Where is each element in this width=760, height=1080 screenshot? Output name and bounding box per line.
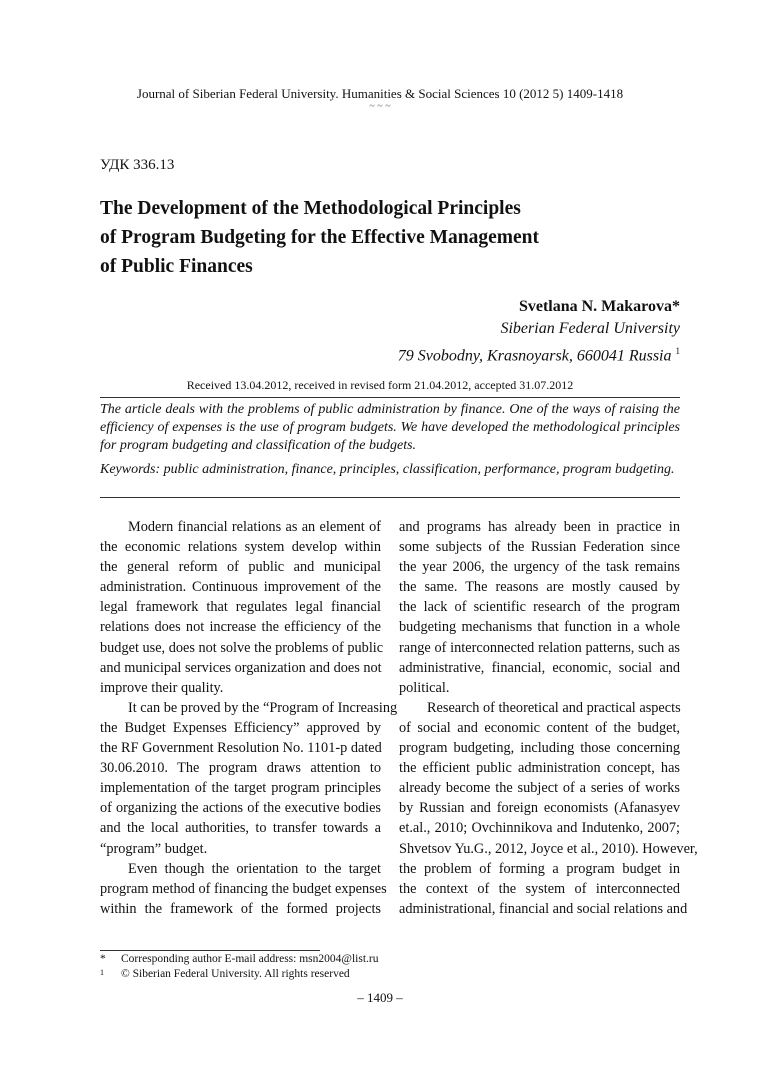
text-line: administrational, financial and social relations and: [399, 900, 688, 917]
footnote-mark: 1: [100, 968, 104, 977]
body-column-left: [100, 517, 398, 919]
text-line: the lack of scientific research of the program: [399, 599, 680, 616]
page-number: – 1409 –: [357, 990, 403, 1005]
footnote: [100, 968, 350, 980]
text-line: program method of financing the budget expenses: [100, 880, 387, 897]
text-line: the context of the system of interconnected: [399, 880, 680, 897]
author-affiliation: Siberian Federal University: [500, 320, 680, 337]
text-line: et.al., 2010; Ovchinnikova and Indutenko, 2007;: [399, 820, 680, 837]
author-address: 79 Svobodny, Krasnoyarsk, 660041 Russia: [397, 347, 672, 365]
text-line: budgeting mechanisms that function in a whole: [399, 619, 680, 636]
text-line: already become the subject of a series of works: [399, 780, 680, 797]
title-line: of Public Finances: [100, 256, 253, 277]
text-line: of organizing the actions of the executive bodies: [100, 800, 381, 817]
header-separator: ~ ~ ~: [369, 101, 391, 112]
text-line: implementation of the target program principles: [100, 780, 381, 797]
author-name: Svetlana N. Makarova*: [518, 298, 680, 315]
address-footnote-mark: 1: [675, 346, 680, 356]
text-line: administration. Continuous improvement of the: [100, 579, 381, 596]
text-line: and the local authorities, to transfer towards a: [100, 820, 381, 837]
text-line: by Russian and foreign economists (Afanasyev: [399, 800, 680, 817]
paragraph: [399, 698, 698, 919]
text-line: Research of theoretical and practical aspects: [427, 699, 681, 716]
title-line: The Development of the Methodological Principles: [100, 198, 521, 219]
text-line: program budgeting, including those concerning: [399, 740, 680, 757]
body-column-right: [399, 517, 698, 919]
text-line: of social and economic content of the budget,: [399, 719, 680, 736]
text-line: relations does not increase the efficiency of the: [100, 619, 381, 636]
text-line: Even though the orientation to the target: [128, 860, 381, 877]
text-line: political.: [399, 679, 450, 696]
text-line: “program” budget.: [100, 840, 208, 857]
footnote-text: Corresponding author E-mail address: msn2004@list.ru: [121, 953, 379, 965]
text-line: 30.06.2010. The program draws attention to: [100, 760, 381, 777]
text-line: budget use, does not solve the problems of public: [100, 639, 384, 656]
received-dates: Received 13.04.2012, received in revised form 21.04.2012, accepted 31.07.2012: [186, 378, 574, 392]
footnote-divider: [100, 950, 320, 951]
abstract: The article deals with the problems of public administration by finance. One of the ways of raising the efficiency of expenses is the use of program budgets. We have developed the methodological principles for program budgeting and classification of the budgets.: [100, 402, 680, 453]
text-line: Shvetsov Yu.G., 2012, Joyce et al., 2010). However,: [399, 840, 698, 857]
divider: [100, 397, 680, 398]
text-line: within the framework of the formed projects: [100, 900, 381, 917]
text-line: Modern financial relations as an element of: [128, 519, 381, 535]
text-line: range of interconnected relation patterns, such as: [399, 639, 680, 656]
divider: [100, 497, 680, 498]
text-line: the RF Government Resolution No. 1101-p dated: [100, 740, 382, 757]
text-line: the economic relations system develop within: [100, 539, 381, 556]
paragraph: [100, 698, 398, 859]
text-line: the Budget Expenses Efficiency” approved by: [100, 719, 381, 736]
udk-code: УДК 336.13: [100, 157, 175, 173]
text-line: the year 2006, the urgency of the task remains: [399, 559, 680, 576]
footnote-text: © Siberian Federal University. All rights reserved: [121, 968, 350, 980]
paragraph: [399, 517, 680, 698]
author-block: [398, 296, 680, 367]
article-title: [100, 194, 640, 281]
journal-header: Journal of Siberian Federal University. Humanities & Social Sciences 10 (2012 5) 1409-1418: [136, 86, 624, 101]
text-line: the problem of forming a program budget in: [399, 860, 680, 877]
title-line: of Program Budgeting for the Effective Management: [100, 227, 540, 248]
text-line: legal framework that regulates legal financial: [100, 599, 381, 616]
text-line: and programs has already been in practice in: [399, 519, 680, 535]
text-line: improve their quality.: [100, 679, 224, 696]
paragraph: [100, 517, 384, 698]
paragraph: [100, 859, 387, 919]
text-line: the same. The reasons are mostly caused by: [399, 579, 680, 596]
footnote: [100, 953, 379, 965]
text-line: the general reform of public and municipal: [100, 559, 381, 576]
text-line: the efficient public administration concept, has: [399, 760, 680, 777]
text-line: administrative, financial, economic, social and: [399, 659, 680, 676]
keywords: Keywords: public administration, finance, principles, classification, performance, program budgeting.: [100, 462, 675, 477]
text-line: It can be proved by the “Program of Increasing: [128, 699, 398, 716]
text-line: some subjects of the Russian Federation since: [399, 539, 680, 556]
text-line: and municipal services organization and does not: [100, 659, 382, 676]
footnote-mark: *: [100, 953, 106, 965]
